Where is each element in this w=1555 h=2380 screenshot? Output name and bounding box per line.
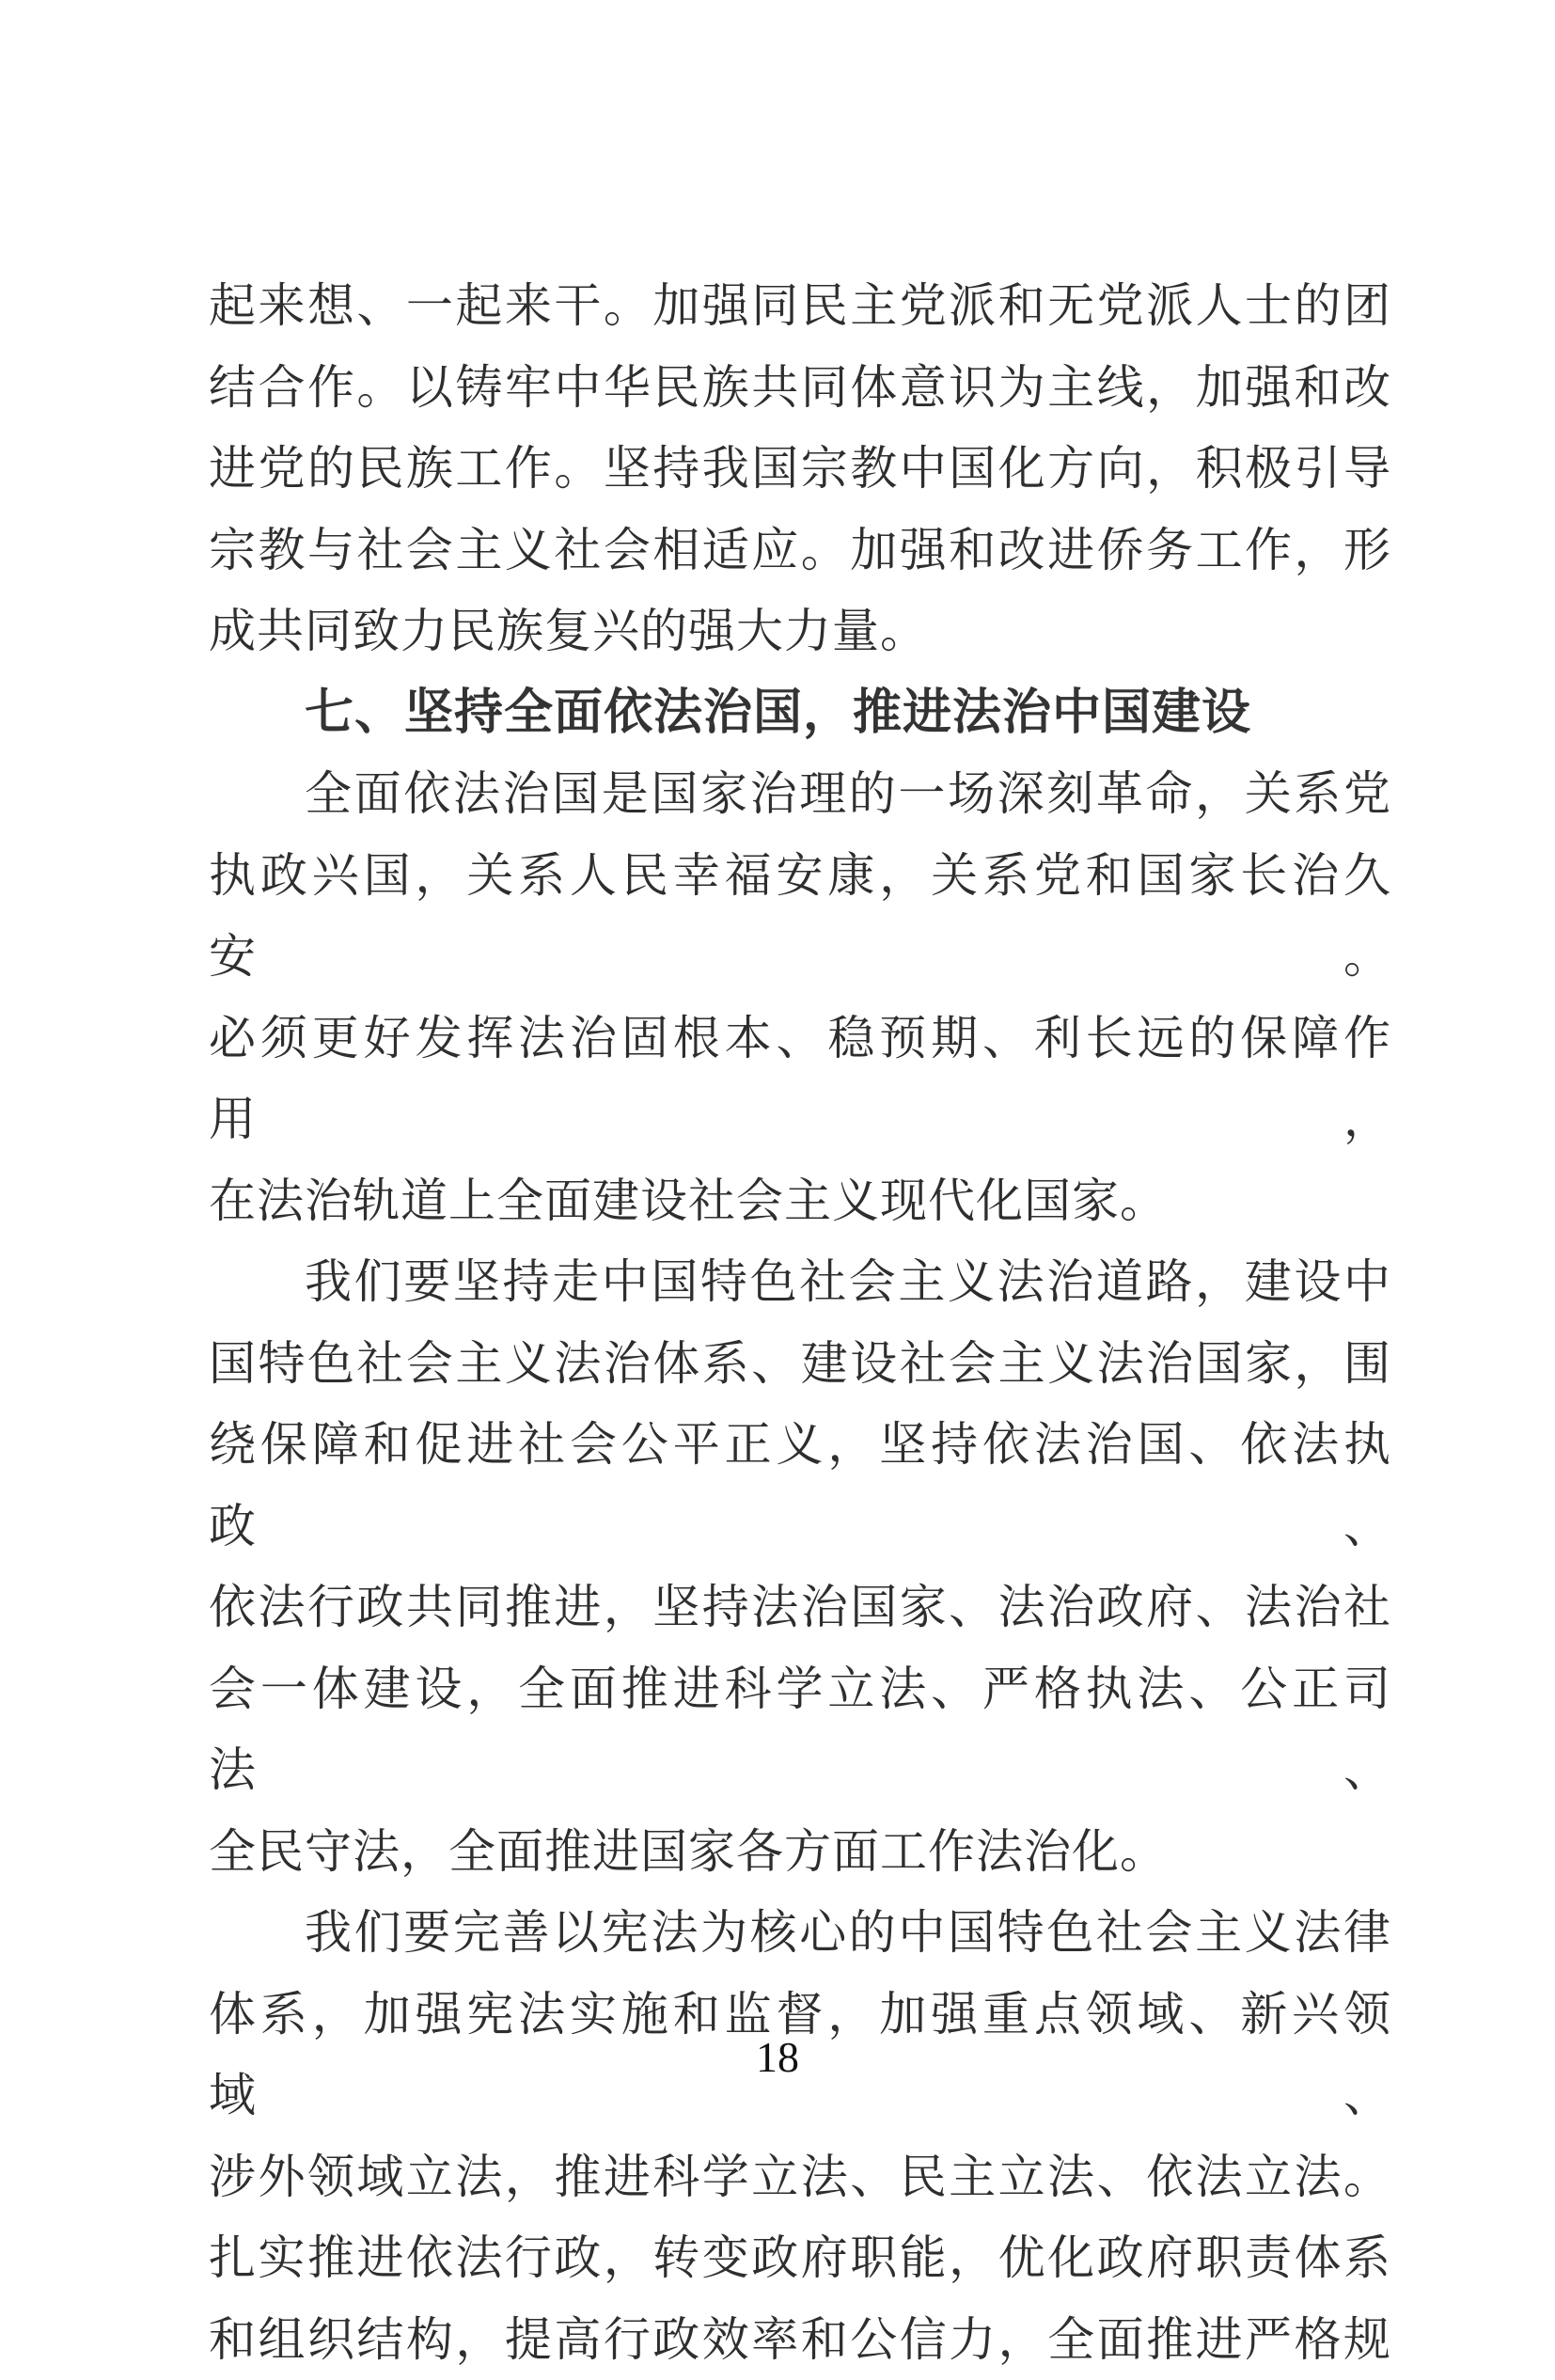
text-line: 我们要完善以宪法为核心的中国特色社会主义法律 bbox=[209, 1892, 1391, 1974]
text-line: 执政兴国，关系人民幸福安康，关系党和国家长治久安。 bbox=[209, 835, 1391, 998]
text-line: 结合作。以铸牢中华民族共同体意识为主线，加强和改 bbox=[209, 347, 1391, 429]
text-line: 会一体建设，全面推进科学立法、严格执法、公正司法、 bbox=[209, 1648, 1391, 1811]
text-line: 依法行政共同推进，坚持法治国家、法治政府、法治社 bbox=[209, 1567, 1391, 1648]
text-line: 我们要坚持走中国特色社会主义法治道路，建设中 bbox=[209, 1241, 1391, 1323]
text-line: 全民守法，全面推进国家各方面工作法治化。 bbox=[209, 1811, 1391, 1893]
text-line: 全面依法治国是国家治理的一场深刻革命，关系党 bbox=[209, 753, 1391, 835]
text-line: 国特色社会主义法治体系、建设社会主义法治国家，围 bbox=[209, 1323, 1391, 1405]
text-line: 扎实推进依法行政，转变政府职能，优化政府职责体系 bbox=[209, 2217, 1391, 2299]
section-heading: 七、坚持全面依法治国，推进法治中国建设 bbox=[209, 672, 1391, 754]
text-line: 涉外领域立法，推进科学立法、民主立法、依法立法。 bbox=[209, 2136, 1391, 2218]
text-line: 体系，加强宪法实施和监督，加强重点领域、新兴领域、 bbox=[209, 1974, 1391, 2136]
text-line: 在法治轨道上全面建设社会主义现代化国家。 bbox=[209, 1160, 1391, 1242]
page-number: 18 bbox=[0, 2029, 1555, 2086]
text-line: 绕保障和促进社会公平正义，坚持依法治国、依法执政、 bbox=[209, 1404, 1391, 1567]
text-line: 宗教与社会主义社会相适应。加强和改进侨务工作，形 bbox=[209, 510, 1391, 591]
text-line: 必须更好发挥法治固根本、稳预期、利长远的保障作用， bbox=[209, 998, 1391, 1160]
text-line: 成共同致力民族复兴的强大力量。 bbox=[209, 591, 1391, 672]
text-line: 进党的民族工作。坚持我国宗教中国化方向，积极引导 bbox=[209, 428, 1391, 510]
text-line: 起来想、一起来干。加强同民主党派和无党派人士的团 bbox=[209, 265, 1391, 347]
text-line: 和组织结构，提高行政效率和公信力，全面推进严格规 bbox=[209, 2299, 1391, 2380]
